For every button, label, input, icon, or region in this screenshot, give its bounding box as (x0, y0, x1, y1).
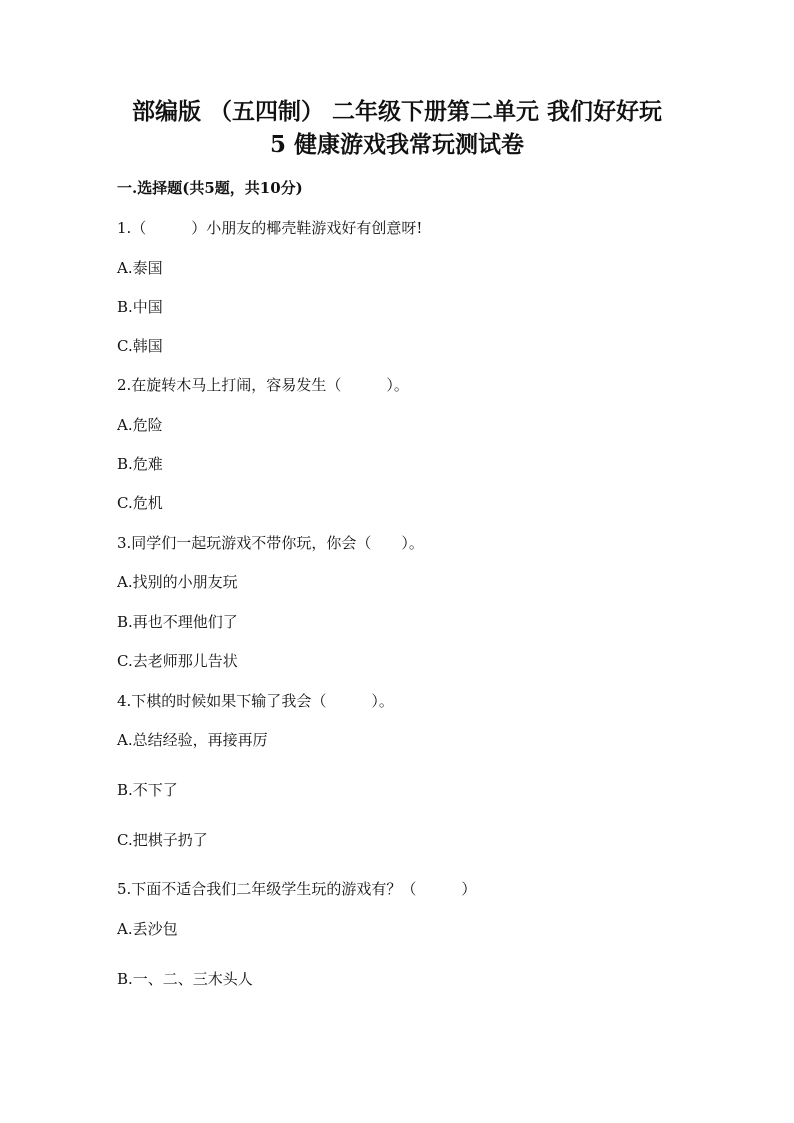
document-title-line-1: 部编版 （五四制） 二年级下册第二单元 我们好好玩 (131, 98, 663, 125)
question-1-option-a: A.泰国 (117, 259, 163, 277)
question-2-option-c: C.危机 (117, 494, 163, 512)
question-2: 2.在旋转木马上打闹，容易发生（ ）。 (117, 376, 409, 394)
question-2-option-a: A.危险 (117, 416, 163, 434)
question-4: 4.下棋的时候如果下输了我会（ ）。 (117, 692, 394, 710)
question-1-option-c: C.韩国 (117, 337, 163, 355)
question-3-option-a: A.找别的小朋友玩 (117, 573, 238, 591)
question-4-option-c: C.把棋子扔了 (117, 831, 208, 849)
question-5: 5.下面不适合我们二年级学生玩的游戏有？（ ） (117, 880, 477, 898)
question-5-option-a: A.丢沙包 (117, 920, 178, 938)
question-1: 1.（ ）小朋友的椰壳鞋游戏好有创意呀! (117, 219, 423, 237)
section-heading: 一.选择题(共5题，共10分) (117, 179, 303, 197)
question-2-option-b: B.危难 (117, 455, 163, 473)
question-3-option-c: C.去老师那儿告状 (117, 652, 238, 670)
question-4-option-a: A.总结经验，再接再厉 (117, 731, 268, 749)
document-title-line-2: 5 健康游戏我常玩测试卷 (269, 131, 524, 158)
question-1-option-b: B.中国 (117, 298, 163, 316)
question-5-option-b: B.一、二、三木头人 (117, 970, 253, 988)
question-3-option-b: B.再也不理他们了 (117, 613, 238, 631)
question-3: 3.同学们一起玩游戏不带你玩，你会（ ）。 (117, 534, 424, 552)
question-4-option-b: B.不下了 (117, 781, 178, 799)
